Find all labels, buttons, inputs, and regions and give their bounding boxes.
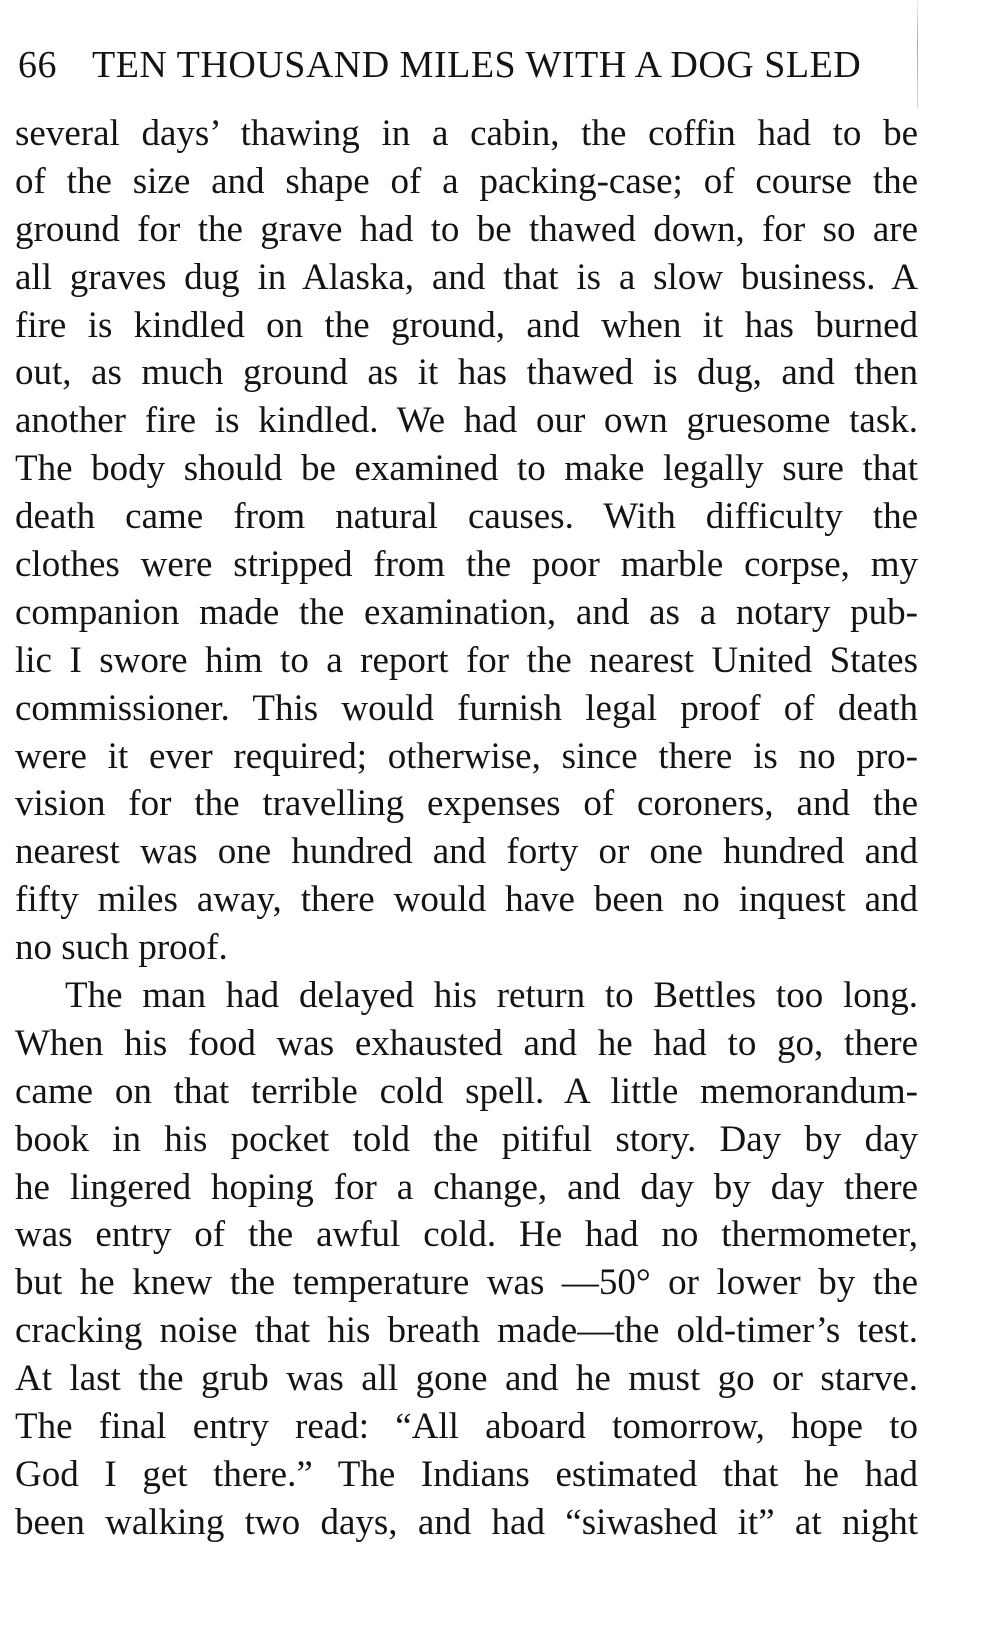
- text-line: all graves dug in Alaska, and that is a slow business. A: [15, 256, 918, 298]
- text-line: When his food was exhausted and he had to go, there: [15, 1022, 918, 1064]
- scan-edge-mark: [917, 0, 918, 108]
- text-line: lic I swore him to a report for the nearest United States: [15, 639, 918, 681]
- text-line: book in his pocket told the pitiful story. Day by day: [15, 1118, 918, 1160]
- text-line: nearest was one hundred and forty or one hundred and: [15, 831, 918, 873]
- text-line: ground for the grave had to be thawed down, for so are: [15, 208, 918, 250]
- text-line: fire is kindled on the ground, and when it has burned: [15, 304, 918, 346]
- text-line: vision for the travelling expenses of coroners, and the: [15, 783, 918, 825]
- text-line: commissioner. This would furnish legal proof of death: [15, 687, 918, 729]
- body-text: [15, 110, 918, 1547]
- text-line: The man had delayed his return to Bettles too long.: [65, 975, 918, 1017]
- text-line: The body should be examined to make legally sure that: [15, 448, 918, 490]
- text-line: several days’ thawing in a cabin, the coffin had to be: [15, 113, 918, 154]
- text-line: he lingered hoping for a change, and day by day there: [15, 1166, 918, 1208]
- text-line: was entry of the awful cold. He had no thermometer,: [15, 1214, 918, 1256]
- text-line: clothes were stripped from the poor marble corpse, my: [15, 544, 918, 586]
- text-line: were it ever required; otherwise, since there is no pro-: [15, 735, 918, 777]
- running-title: TEN THOUSAND MILES WITH A DOG SLED: [92, 44, 862, 86]
- text-line: out, as much ground as it has thawed is dug, and then: [15, 352, 918, 394]
- text-line: companion made the examination, and as a notary pub-: [15, 591, 918, 633]
- text-line: of the size and shape of a packing-case; of course the: [15, 160, 918, 202]
- text-line: death came from natural causes. With difficulty the: [15, 496, 918, 538]
- text-line: no such proof.: [15, 927, 228, 969]
- text-line: another fire is kindled. We had our own gruesome task.: [15, 400, 918, 442]
- text-line: God I get there.” The Indians estimated that he had: [15, 1453, 918, 1495]
- text-line: came on that terrible cold spell. A little memorandum-: [15, 1070, 918, 1112]
- text-line: fifty miles away, there would have been no inquest and: [15, 879, 918, 921]
- text-line: At last the grub was all gone and he must go or starve.: [15, 1358, 918, 1400]
- text-line: been walking two days, and had “siwashed it” at night: [15, 1501, 918, 1543]
- text-line: The final entry read: “All aboard tomorrow, hope to: [15, 1406, 918, 1448]
- paragraph: [15, 110, 918, 972]
- running-header: [0, 46, 1000, 84]
- text-line: but he knew the temperature was —50° or lower by the: [15, 1262, 918, 1304]
- page-number: 66: [18, 44, 57, 86]
- paragraph: [15, 972, 918, 1547]
- text-line: cracking noise that his breath made—the old-timer’s test.: [15, 1310, 918, 1352]
